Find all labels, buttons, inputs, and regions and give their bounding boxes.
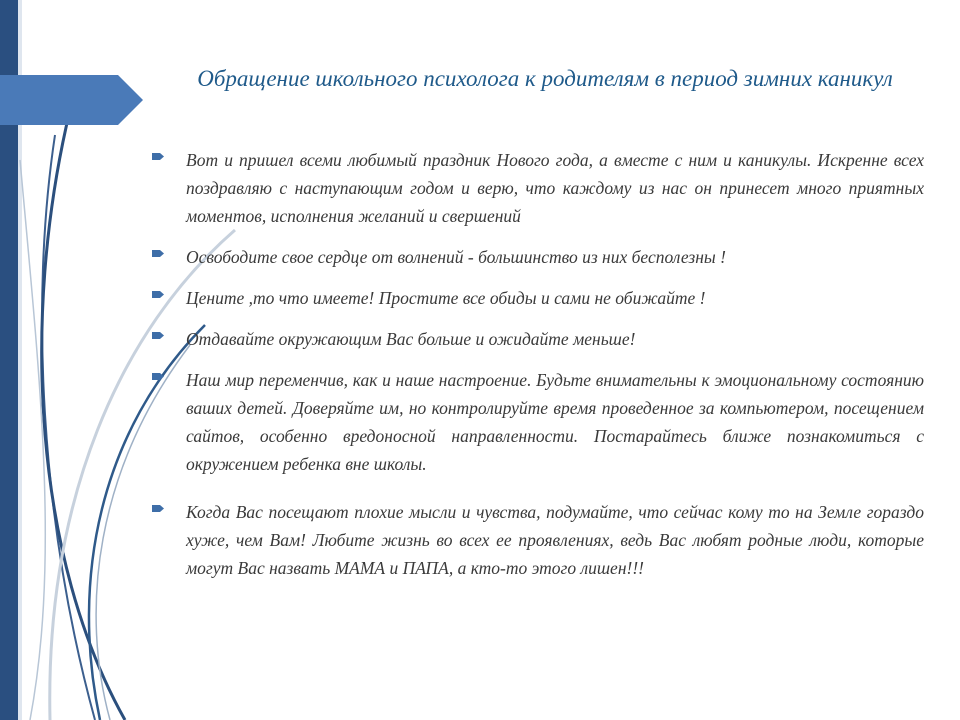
list-item: [152, 498, 924, 582]
arrow-bullet-icon: [152, 249, 164, 258]
arrow-bullet-icon: [152, 372, 164, 381]
arrow-bullet-icon: [152, 290, 164, 299]
list-item: [152, 325, 924, 353]
bullet-list: [152, 146, 924, 595]
list-item-text: Цените ,то что имеете! Простите все обиды и сами не обижайте !: [186, 288, 706, 308]
left-accent-bar: [0, 0, 18, 720]
left-accent-stripe: [18, 0, 22, 720]
arrow-bullet-icon: [152, 504, 164, 513]
list-item: [152, 243, 924, 271]
slide-title: Обращение школьного психолога к родителям в период зимних каникул: [197, 66, 893, 91]
arrow-bullet-icon: [152, 331, 164, 340]
arrow-bullet-icon: [152, 152, 164, 161]
list-item-text: Освободите свое сердце от волнений - большинство из них бесполезны !: [186, 247, 726, 267]
list-item-text: Отдавайте окружающим Вас больше и ожидайте меньше!: [186, 329, 636, 349]
list-item: [152, 284, 924, 312]
list-item-text: Наш мир переменчив, как и наше настроение. Будьте внимательны к эмоциональному состоянию ваших детей. Доверяйте им, но контролируйте время проведенное за компьютером, посещением сайтов, особенно вредоносной направленности. Постарайтесь ближе познакомиться с окружением ребенка вне школы.: [186, 370, 924, 474]
list-item-text: Когда Вас посещают плохие мысли и чувства, подумайте, что сейчас кому то на Земле гораздо хуже, чем Вам! Любите жизнь во всех ее проявлениях, ведь Вас любят родные люди, которые могут Вас назвать МАМА и ПАПА, а кто-то этого лишен!!!: [186, 502, 924, 578]
list-item: [152, 366, 924, 478]
list-item-text: Вот и пришел всеми любимый праздник Нового года, а вместе с ним и каникулы. Искренне всех поздравляю с наступающим годом и верю, что каждому из нас он принесет много приятных моментов, исполнения желаний и свершений: [186, 150, 924, 226]
list-item: [152, 146, 924, 230]
